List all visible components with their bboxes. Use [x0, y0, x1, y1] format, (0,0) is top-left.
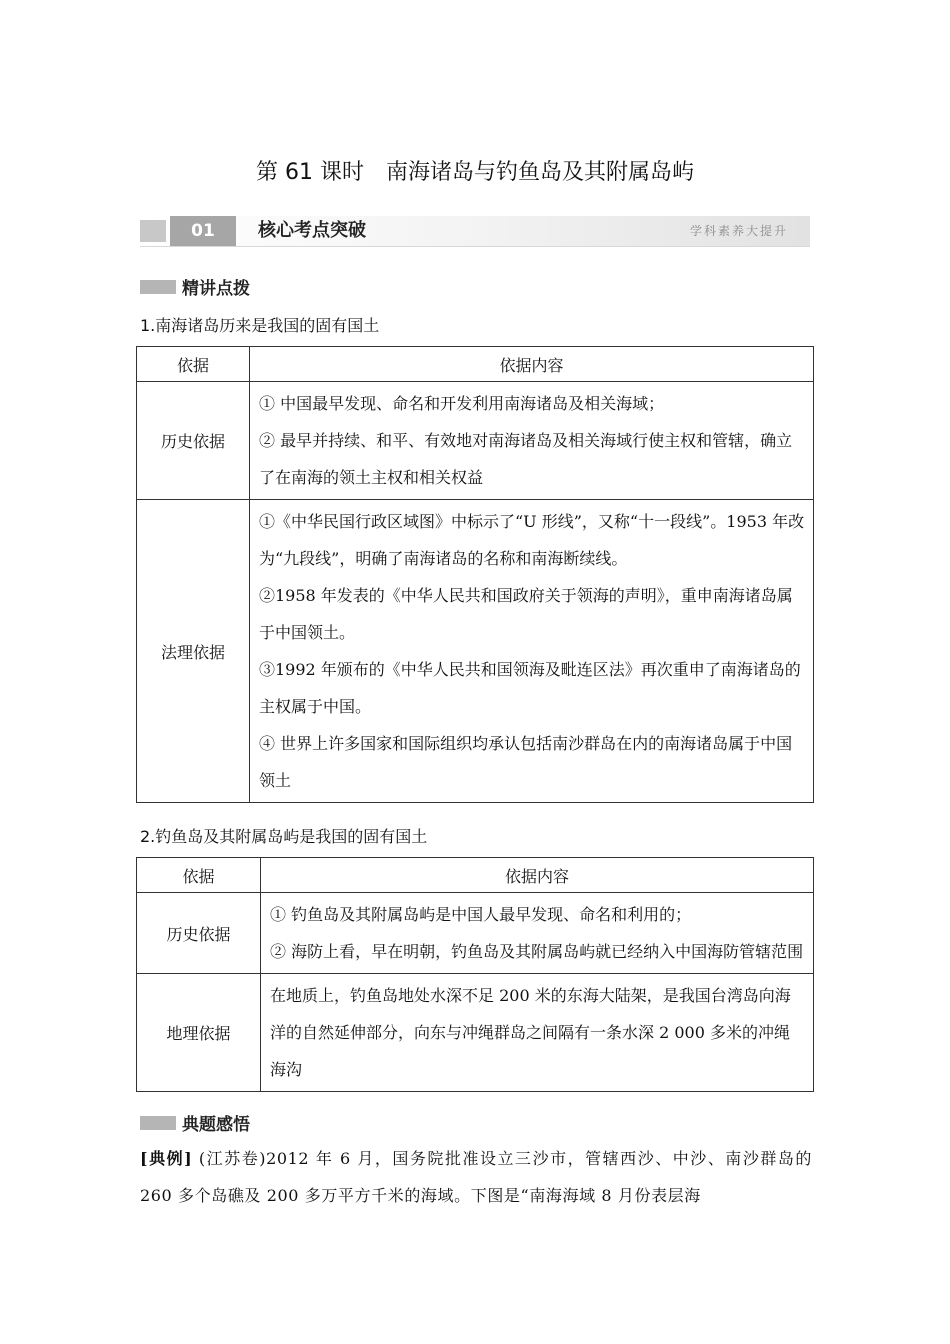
table-row [137, 382, 814, 500]
content-line: 在地质上，钓鱼岛地处水深不足 200 米的东海大陆架，是我国台湾岛向海洋的自然延伸部分，向东与冲绳群岛之间隔有一条水深 2 000 多米的冲绳海沟 [270, 986, 791, 1079]
page-title: 第 61 课时 南海诸岛与钓鱼岛及其附属岛屿 [256, 160, 694, 185]
section-marker [140, 1116, 176, 1130]
topic2-heading: 2.钓鱼岛及其附属岛屿是我国的固有国土 [140, 827, 428, 846]
banner-stripe [140, 220, 166, 242]
topic1-heading: 1.南海诸岛历来是我国的固有国土 [140, 316, 380, 335]
content-line: ④ 世界上许多国家和国际组织均承认包括南沙群岛在内的南海诸岛属于中国领土 [259, 734, 793, 790]
col-header: 依据 [137, 858, 261, 893]
example-paragraph [140, 1140, 812, 1214]
banner-label: 核心考点突破 [258, 220, 366, 241]
content-line: ① 钓鱼岛及其附属岛屿是中国人最早发现、命名和利用的； [270, 905, 692, 924]
table-row [137, 974, 814, 1092]
table-row [137, 500, 814, 803]
table-row [137, 893, 814, 974]
content-line: ① 中国最早发现、命名和开发利用南海诸岛及相关海域； [259, 394, 665, 413]
content-line: ①《中华民国行政区域图》中标示了“U 形线”，又称“十一段线”。1953 年改为“九段线”，明确了南海诸岛的名称和南海断续线。 [259, 512, 805, 568]
col-header: 依据内容 [250, 347, 814, 382]
section-heading-text: 典题感悟 [182, 1115, 250, 1135]
banner-subtitle: 学科素养大提升 [689, 224, 788, 238]
table-diaoyudao [136, 857, 814, 1092]
table-header-row [137, 858, 814, 893]
example-tag: [典例] [140, 1149, 193, 1168]
row-content [261, 974, 814, 1092]
row-label: 法理依据 [137, 500, 250, 803]
table-header-row [137, 347, 814, 382]
col-header: 依据 [137, 347, 250, 382]
row-content [250, 382, 814, 500]
content-line: ③1992 年颁布的《中华人民共和国领海及毗连区法》再次重申了南海诸岛的主权属于中国。 [259, 660, 801, 716]
table-nanhai [136, 346, 814, 803]
col-header: 依据内容 [261, 858, 814, 893]
row-content [261, 893, 814, 974]
content-line: ② 最早并持续、和平、有效地对南海诸岛及相关海域行使主权和管辖，确立了在南海的领土主权和相关权益 [259, 431, 793, 487]
content-line: ② 海防上看，早在明朝，钓鱼岛及其附属岛屿就已经纳入中国海防管辖范围 [270, 942, 804, 961]
section-heading-text: 精讲点拨 [182, 279, 250, 299]
row-content [250, 500, 814, 803]
section-banner [140, 216, 810, 247]
row-label: 历史依据 [137, 382, 250, 500]
row-label: 历史依据 [137, 893, 261, 974]
section-marker [140, 280, 176, 294]
banner-number: 01 [170, 216, 236, 246]
section-heading-jingjiang [140, 274, 250, 299]
content-line: ②1958 年发表的《中华人民共和国政府关于领海的声明》，重申南海诸岛属于中国领土。 [259, 586, 793, 642]
row-label: 地理依据 [137, 974, 261, 1092]
example-text: (江苏卷)2012 年 6 月，国务院批准设立三沙市，管辖西沙、中沙、南沙群岛的 260 多个岛礁及 200 多万平方千米的海域。下图是“南海海域 8 月份表层海 [140, 1149, 812, 1205]
section-heading-diantiganwu [140, 1110, 250, 1135]
